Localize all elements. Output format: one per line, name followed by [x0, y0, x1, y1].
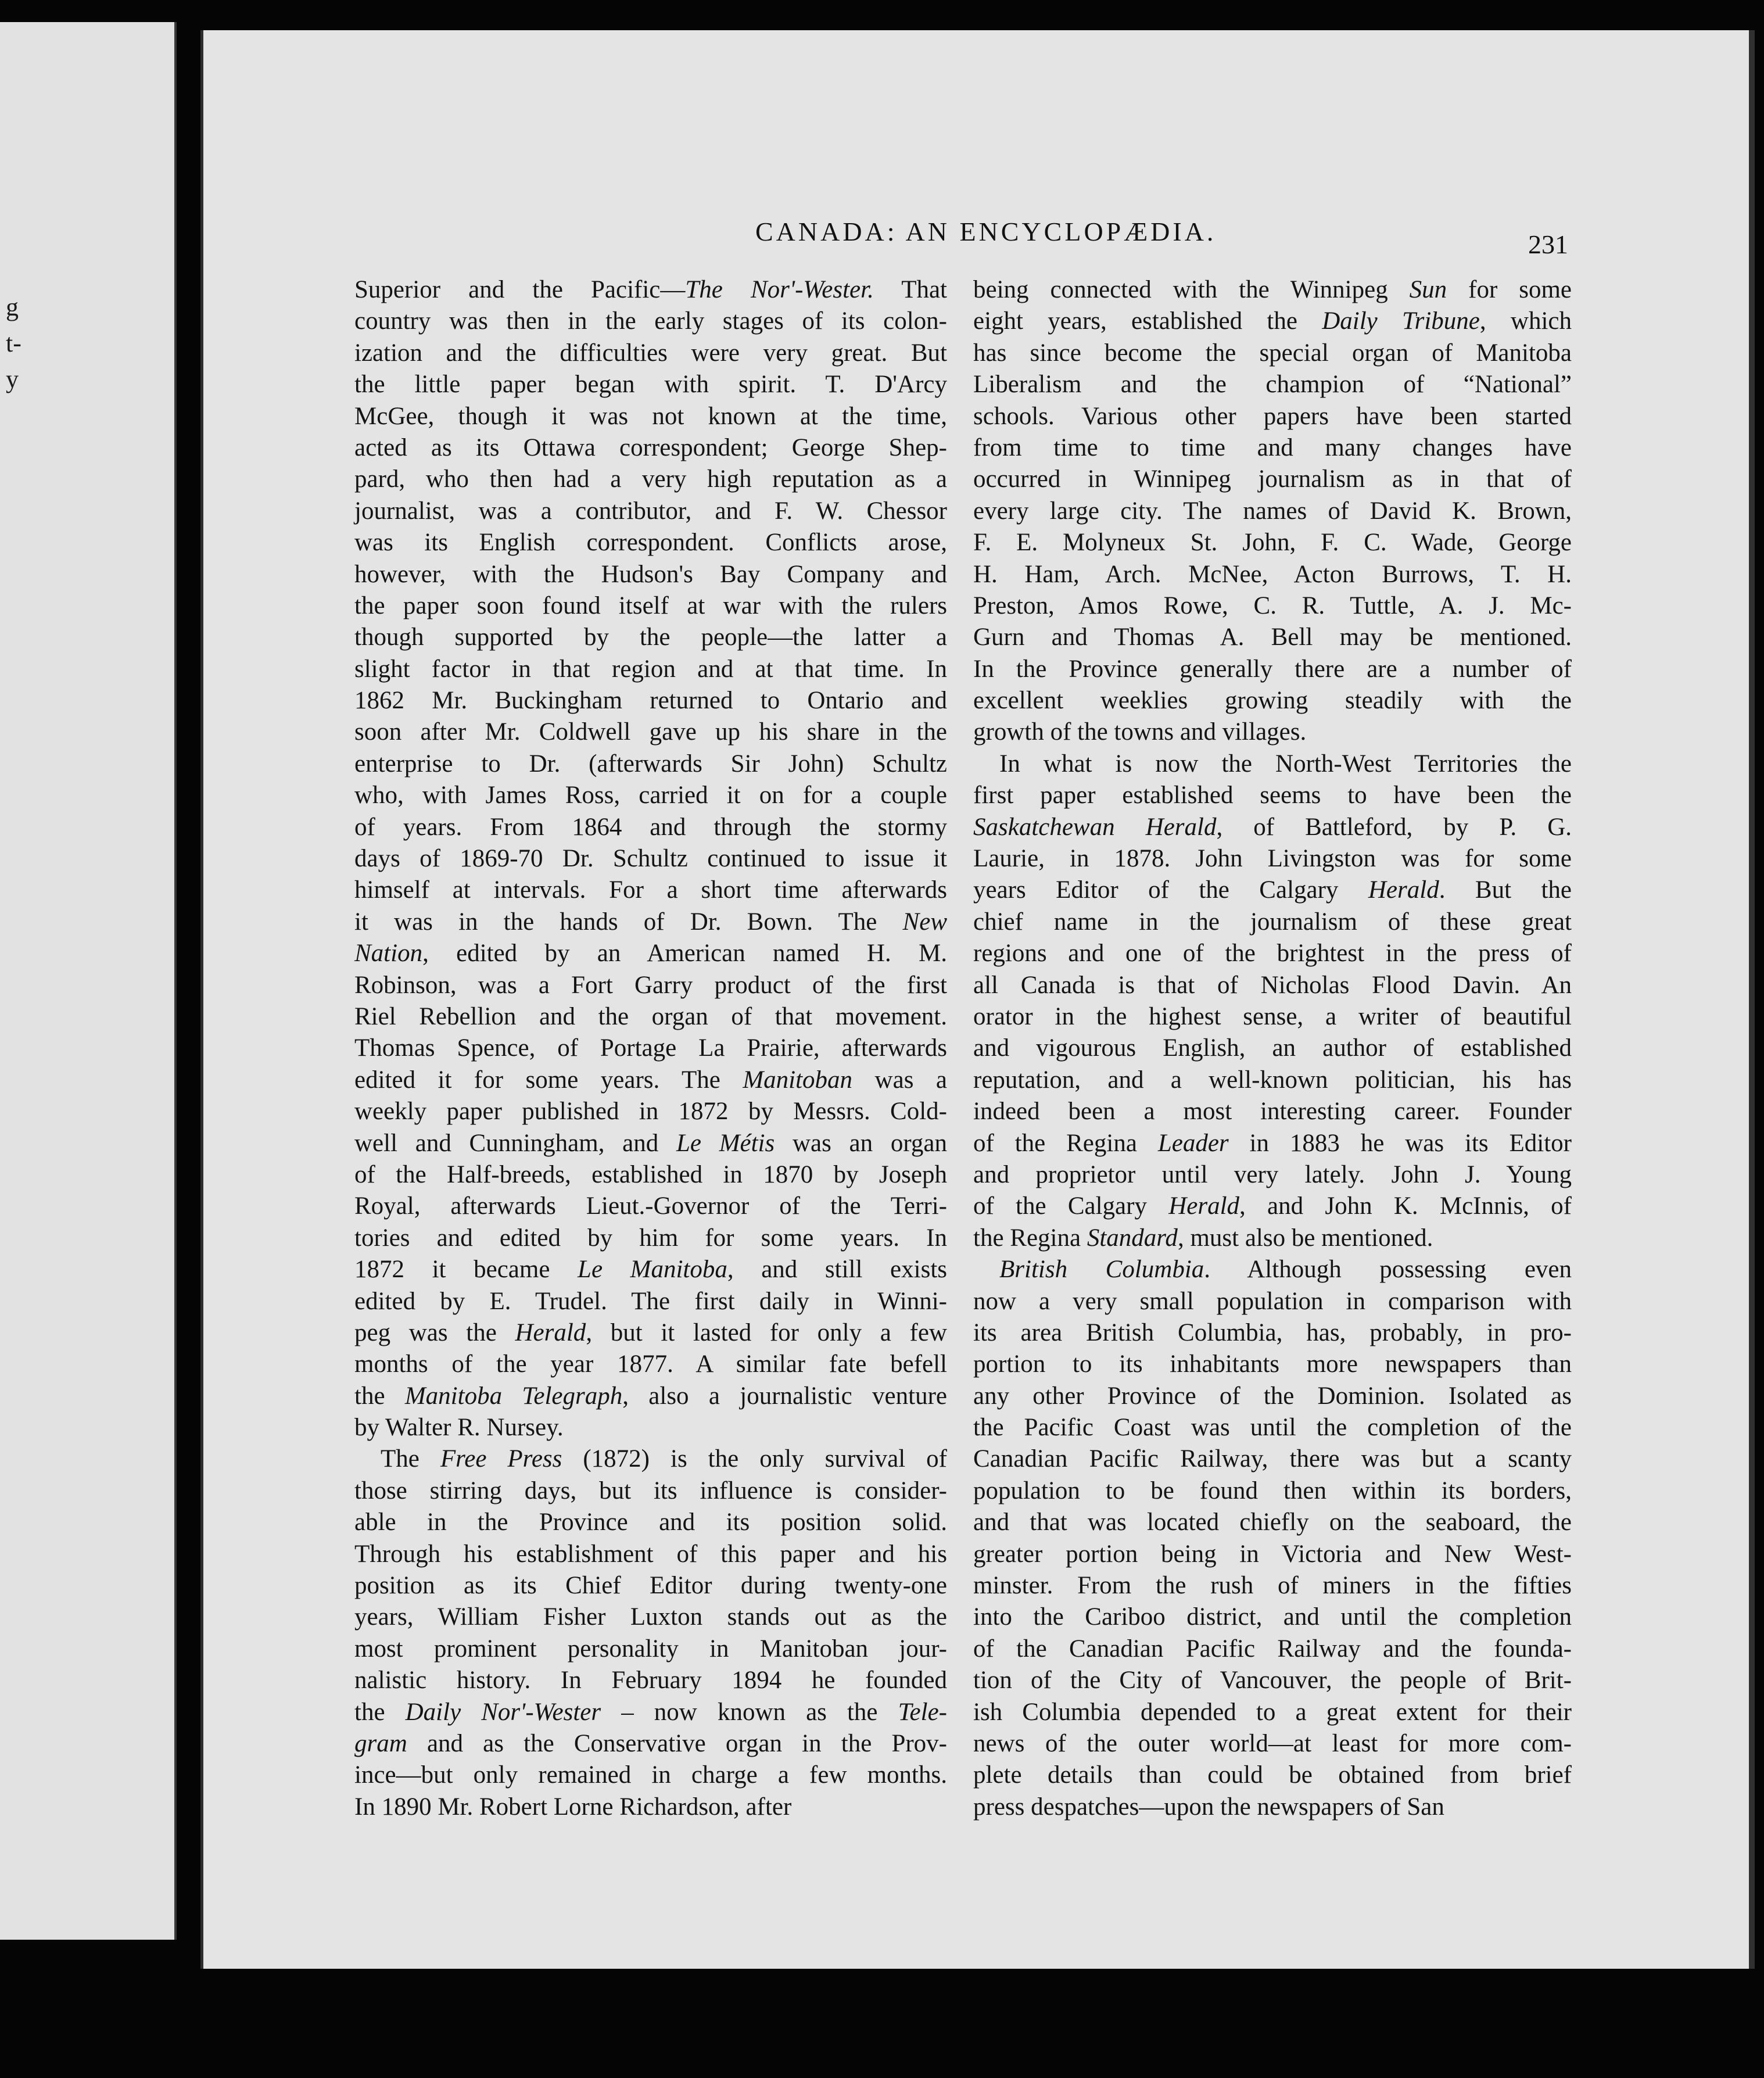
text-line: acted as its Ottawa correspondent; George Shep-: [354, 433, 947, 461]
text-line: journalist, was a contributor, and F. W. Chessor: [354, 497, 947, 525]
text-line: press despatches—upon the newspapers of San: [973, 1793, 1444, 1821]
text-line: the little paper began with spirit. T. D'Arcy: [354, 371, 947, 399]
text-line: Riel Rebellion and the organ of that movement.: [354, 1002, 947, 1030]
text-line: chief name in the journalism of these great: [973, 908, 1572, 936]
text-line: news of the outer world—at least for more com-: [973, 1729, 1572, 1757]
text-line: able in the Province and its position solid.: [354, 1509, 947, 1536]
text-line: country was then in the early stages of its colon-: [354, 307, 947, 335]
text-line: all Canada is that of Nicholas Flood Davin. An: [973, 971, 1572, 999]
text-line: Liberalism and the champion of “National”: [973, 371, 1572, 399]
text-line: regions and one of the brightest in the press of: [973, 940, 1572, 968]
text-line: the Daily Nor'-Wester – now known as the Tele-: [354, 1698, 947, 1726]
text-line: well and Cunningham, and Le Métis was an organ: [354, 1129, 947, 1157]
text-line: it was in the hands of Dr. Bown. The New: [354, 908, 947, 936]
text-line: from time to time and many changes have: [973, 433, 1572, 461]
text-line: every large city. The names of David K. Brown,: [973, 497, 1572, 525]
text-line: enterprise to Dr. (afterwards Sir John) Schultz: [354, 750, 947, 778]
text-line: of the Canadian Pacific Railway and the founda-: [973, 1635, 1572, 1663]
text-line: excellent weeklies growing steadily with the: [973, 687, 1572, 715]
text-line: 1862 Mr. Buckingham returned to Ontario and: [354, 687, 947, 715]
text-line: reputation, and a well-known politician, his has: [973, 1066, 1572, 1094]
text-line: 1872 it became Le Manitoba, and still exists: [354, 1256, 947, 1284]
text-line: position as its Chief Editor during twenty-one: [354, 1572, 947, 1600]
text-line: In the Province generally there are a number of: [973, 655, 1572, 683]
text-line: however, with the Hudson's Bay Company and: [354, 560, 947, 588]
text-line: any other Province of the Dominion. Isolated as: [973, 1382, 1572, 1410]
text-line: portion to its inhabitants more newspapers than: [973, 1350, 1572, 1378]
text-line: Thomas Spence, of Portage La Prairie, afterwards: [354, 1034, 947, 1062]
text-line: was its English correspondent. Conflicts arose,: [354, 529, 947, 557]
text-line: occurred in Winnipeg journalism as in that of: [973, 465, 1572, 493]
text-line: McGee, though it was not known at the time,: [354, 402, 947, 430]
text-line: Saskatchewan Herald, of Battleford, by P. G.: [973, 813, 1572, 841]
text-line: its area British Columbia, has, probably, in pro-: [973, 1319, 1572, 1346]
text-line: tion of the City of Vancouver, the people of Brit-: [973, 1667, 1572, 1694]
text-line: the Regina Standard, must also be mentioned.: [973, 1224, 1433, 1252]
text-line: the paper soon found itself at war with the rulers: [354, 592, 947, 619]
text-line: of years. From 1864 and through the stormy: [354, 813, 947, 841]
text-line: nalistic history. In February 1894 he founded: [354, 1667, 947, 1694]
text-line: of the Half-breeds, established in 1870 by Joseph: [354, 1160, 947, 1188]
text-line: years, William Fisher Luxton stands out as the: [354, 1603, 947, 1631]
facing-page-margin-text: [6, 289, 21, 397]
text-line: orator in the highest sense, a writer of beautiful: [973, 1002, 1572, 1030]
text-line: himself at intervals. For a short time afterwards: [354, 876, 947, 904]
text-line: Superior and the Pacific—The Nor'-Wester. That: [354, 276, 947, 303]
text-line: greater portion being in Victoria and New West-: [973, 1540, 1572, 1568]
text-line: Nation, edited by an American named H. M.: [354, 940, 947, 968]
text-line: edited by E. Trudel. The first daily in Winni-: [354, 1287, 947, 1315]
text-line: by Walter R. Nursey.: [354, 1414, 564, 1442]
text-line: edited it for some years. The Manitoban was a: [354, 1066, 947, 1094]
text-line: and proprietor until very lately. John J. Young: [973, 1160, 1572, 1188]
facing-page: [0, 22, 177, 1940]
text-line: plete details than could be obtained from brief: [973, 1761, 1572, 1789]
text-line: Canadian Pacific Railway, there was but a scanty: [973, 1445, 1572, 1473]
text-line: eight years, established the Daily Tribune, which: [973, 307, 1572, 335]
text-line: H. Ham, Arch. McNee, Acton Burrows, T. H.: [973, 560, 1572, 588]
text-line: the Pacific Coast was until the completion of the: [973, 1414, 1572, 1442]
text-line: and vigourous English, an author of established: [973, 1034, 1572, 1062]
text-line: years Editor of the Calgary Herald. But the: [973, 876, 1572, 904]
text-line: The Free Press (1872) is the only survival of: [381, 1445, 947, 1473]
text-line: F. E. Molyneux St. John, F. C. Wade, George: [973, 529, 1572, 557]
text-line: peg was the Herald, but it lasted for only a few: [354, 1319, 947, 1346]
text-line: into the Cariboo district, and until the completion: [973, 1603, 1572, 1631]
text-line: Royal, afterwards Lieut.-Governor of the Terri-: [354, 1192, 947, 1220]
text-column-left: [354, 274, 947, 1823]
text-line: soon after Mr. Coldwell gave up his share in the: [354, 718, 947, 746]
text-line: ization and the difficulties were very great. But: [354, 339, 947, 367]
text-line: British Columbia. Although possessing even: [999, 1256, 1572, 1284]
scan-background: [0, 1969, 1764, 2078]
text-line: and that was located chiefly on the seaboard, the: [973, 1509, 1572, 1536]
text-line: now a very small population in comparison with: [973, 1287, 1572, 1315]
book-page: [200, 30, 1755, 1969]
text-line: indeed been a most interesting career. Founder: [973, 1098, 1572, 1126]
text-line: growth of the towns and villages.: [973, 718, 1307, 746]
text-line: Preston, Amos Rowe, C. R. Tuttle, A. J. Mc-: [973, 592, 1572, 619]
text-column-right: [973, 274, 1572, 1823]
text-line: who, with James Ross, carried it on for a couple: [354, 782, 947, 809]
margin-fragment: t-: [6, 329, 21, 357]
text-line: though supported by the people—the latter a: [354, 624, 947, 651]
text-line: ish Columbia depended to a great extent for their: [973, 1698, 1572, 1726]
text-line: first paper established seems to have been the: [973, 782, 1572, 809]
running-head: CANADA: AN ENCYCLOPÆDIA.: [755, 217, 1217, 246]
text-line: Laurie, in 1878. John Livingston was for some: [973, 845, 1572, 873]
text-line: of the Calgary Herald, and John K. McInnis, of: [973, 1192, 1572, 1220]
text-line: gram and as the Conservative organ in the Prov-: [354, 1729, 947, 1757]
text-line: has since become the special organ of Manitoba: [973, 339, 1572, 367]
text-line: Robinson, was a Fort Garry product of the first: [354, 971, 947, 999]
margin-fragment: g: [6, 293, 19, 321]
text-line: most prominent personality in Manitoban jour-: [354, 1635, 947, 1663]
text-line: slight factor in that region and at that time. In: [354, 655, 947, 683]
text-line: population to be found then within its borders,: [973, 1477, 1572, 1504]
text-line: minster. From the rush of miners in the fifties: [973, 1572, 1572, 1600]
text-line: ince—but only remained in charge a few months.: [354, 1761, 947, 1789]
text-line: Through his establishment of this paper and his: [354, 1540, 947, 1568]
text-line: of the Regina Leader in 1883 he was its Editor: [973, 1129, 1572, 1157]
text-line: those stirring days, but its influence is consider-: [354, 1477, 947, 1504]
text-line: pard, who then had a very high reputation as a: [354, 465, 947, 493]
margin-fragment: y: [6, 365, 19, 393]
text-line: schools. Various other papers have been started: [973, 402, 1572, 430]
page-number: 231: [1528, 230, 1568, 259]
text-line: In 1890 Mr. Robert Lorne Richardson, after: [354, 1793, 792, 1821]
text-line: In what is now the North-West Territories the: [999, 750, 1572, 778]
text-line: weekly paper published in 1872 by Messrs. Cold-: [354, 1098, 947, 1126]
text-line: being connected with the Winnipeg Sun for some: [973, 276, 1572, 303]
text-line: Gurn and Thomas A. Bell may be mentioned.: [973, 624, 1572, 651]
text-line: tories and edited by him for some years. In: [354, 1224, 947, 1252]
text-line: the Manitoba Telegraph, also a journalistic venture: [354, 1382, 947, 1410]
text-line: months of the year 1877. A similar fate befell: [354, 1350, 947, 1378]
text-line: days of 1869-70 Dr. Schultz continued to issue it: [354, 845, 947, 873]
